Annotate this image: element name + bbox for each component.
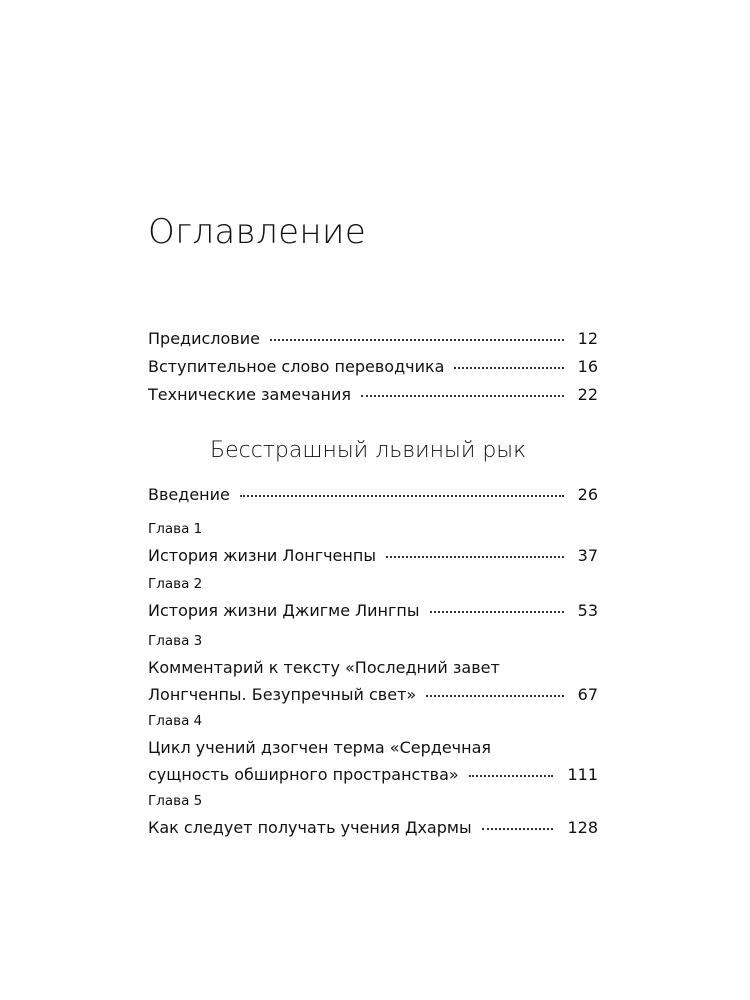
- chapter-label: Глава 2: [148, 576, 203, 592]
- toc-entry-page: 26: [577, 485, 598, 504]
- toc-entry-page: 111: [567, 765, 598, 784]
- toc-entry-chapter-5[interactable]: [148, 790, 598, 841]
- toc-entry-page: 128: [567, 818, 598, 837]
- toc-entry-chapter-3[interactable]: [148, 630, 598, 708]
- toc-entry-text: Как следует получать учения Дхармы: [148, 818, 472, 837]
- toc-entry-page: 22: [577, 385, 598, 404]
- dot-leader: [270, 339, 564, 341]
- toc-entry-text: Введение: [148, 485, 230, 504]
- dot-leader: [430, 611, 564, 613]
- toc-entry-translator-word[interactable]: [148, 353, 598, 380]
- toc-entry-text: Технические замечания: [148, 385, 351, 404]
- toc-entry-text: Комментарий к тексту «Последний завет: [148, 658, 500, 677]
- toc-entry-page: 53: [577, 601, 598, 620]
- dot-leader: [454, 367, 563, 369]
- toc-entry-preface[interactable]: [148, 325, 598, 352]
- toc-entry-page: 12: [577, 329, 598, 348]
- toc-entry-introduction[interactable]: [148, 481, 598, 508]
- chapter-label: Глава 5: [148, 793, 203, 809]
- toc-entry-text: Лонгченпы. Безупречный свет»: [148, 685, 417, 704]
- toc-entry-text: Предисловие: [148, 329, 260, 348]
- toc-entry-chapter-1[interactable]: [148, 518, 598, 569]
- toc-entry-page: 37: [577, 546, 598, 565]
- dot-leader: [426, 695, 563, 697]
- toc-entry-page: 16: [577, 357, 598, 376]
- toc-entry-text: Цикл учений дзогчен терма «Сердечная: [148, 738, 492, 757]
- toc-entry-chapter-4[interactable]: [148, 710, 598, 788]
- toc-entry-text: сущность обширного пространства»: [148, 765, 459, 784]
- dot-leader: [482, 828, 554, 830]
- toc-entry-text: История жизни Джигме Лингпы: [148, 601, 420, 620]
- chapter-label: Глава 4: [148, 713, 203, 729]
- toc-entry-text: Вступительное слово переводчика: [148, 357, 445, 376]
- toc-entry-chapter-2[interactable]: [148, 573, 598, 624]
- toc-entry-technical-notes[interactable]: [148, 381, 598, 408]
- dot-leader: [386, 556, 564, 558]
- toc-title: Оглавление: [148, 212, 367, 252]
- dot-leader: [361, 395, 564, 397]
- chapter-label: Глава 3: [148, 633, 203, 649]
- section-title: Бесстрашный львиный рык: [210, 438, 527, 463]
- dot-leader: [240, 495, 564, 497]
- chapter-label: Глава 1: [148, 521, 203, 537]
- toc-entry-page: 67: [577, 685, 598, 704]
- toc-entry-text: История жизни Лонгченпы: [148, 546, 376, 565]
- dot-leader: [469, 775, 554, 777]
